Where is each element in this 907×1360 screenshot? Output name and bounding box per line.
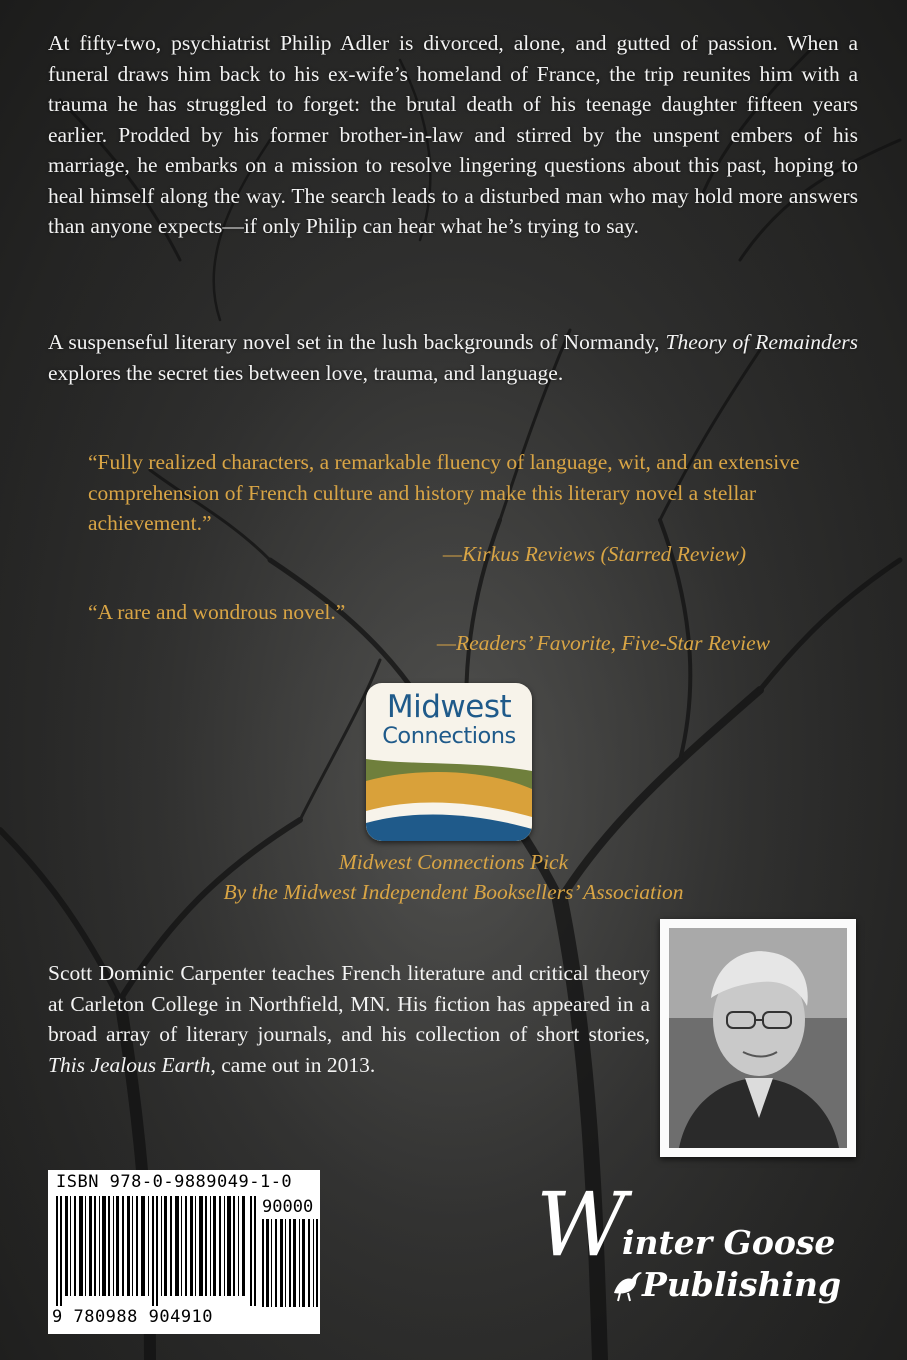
isbn-barcode bbox=[48, 1170, 320, 1334]
badge-word-midwest: Midwest bbox=[386, 689, 512, 725]
review-source: —Readers’ Favorite, Five-Star Review bbox=[436, 630, 770, 655]
publisher-name-line-2: Publishing bbox=[642, 1265, 842, 1304]
author-photo-frame bbox=[660, 919, 856, 1157]
isbn-label: ISBN 978-0-9889049-1-0 bbox=[56, 1172, 293, 1192]
synopsis-paragraph-2-start: A suspenseful literary novel set in the lush backgrounds of Normandy, bbox=[48, 330, 660, 354]
publisher-logo-initial: W bbox=[536, 1173, 627, 1276]
bio-text-start: Scott Dominic Carpenter teaches French literature and critical theory at Carleton College in Northfield, MN. His fiction has appeared in a broad array of literary journals, and his collection of short stories, bbox=[48, 961, 650, 1046]
author-portrait-icon bbox=[669, 928, 847, 1148]
review-source: —Kirkus Reviews (Starred Review) bbox=[442, 541, 746, 566]
badge-landscape-icon bbox=[366, 759, 532, 841]
review-text: “Fully realized characters, a remarkable fluency of language, wit, and an extensive comprehension of French culture and history make this literary novel a stellar achievement.” bbox=[88, 450, 800, 535]
review-quote-readers-favorite bbox=[88, 597, 828, 658]
author-photo bbox=[669, 928, 847, 1148]
book-title: Theory of Remainders bbox=[665, 330, 858, 354]
price-barcode-bars-icon bbox=[262, 1219, 318, 1307]
midwest-connections-badge bbox=[366, 683, 532, 841]
bio-text-end: , came out in 2013. bbox=[210, 1052, 376, 1077]
pick-line-1: Midwest Connections Pick bbox=[338, 850, 569, 874]
synopsis-paragraph-1: At fifty-two, psychiatrist Philip Adler is divorced, alone, and gutted of passion. When a funeral draws him back to his ex-wife’s homeland of France, the trip reunites him with a trauma he has struggled to forget: the brutal death of his teenage daughter fifteen years earlier. Prodded by his former brother-in-law and stirred by the unspent embers of his marriage, he embarks on a mission to resolve lingering questions about this past, hoping to heal himself along the way. The search leads to a disturbed man who may hold more answers than anyone expects—if only Philip can hear what he’s trying to say. bbox=[48, 31, 858, 238]
author-bio bbox=[48, 958, 650, 1080]
publisher-logo bbox=[536, 1173, 866, 1315]
bio-book-title: This Jealous Earth bbox=[48, 1052, 211, 1077]
goose-icon bbox=[606, 1263, 646, 1303]
review-quote-kirkus bbox=[88, 447, 828, 569]
synopsis-paragraph-2-end: explores the secret ties between love, trauma, and language. bbox=[48, 360, 564, 385]
synopsis-paragraph-2 bbox=[48, 327, 858, 388]
ean-digits: 9 780988 904910 bbox=[52, 1307, 214, 1327]
publisher-name-line-1: inter Goose bbox=[622, 1223, 836, 1262]
pick-line-2: By the Midwest Independent Booksellers’ Association bbox=[223, 880, 684, 904]
barcode-bars-icon bbox=[56, 1196, 256, 1306]
price-code: 90000 bbox=[262, 1197, 314, 1217]
review-text: “A rare and wondrous novel.” bbox=[88, 600, 346, 624]
badge-word-connections: Connections bbox=[382, 723, 516, 749]
